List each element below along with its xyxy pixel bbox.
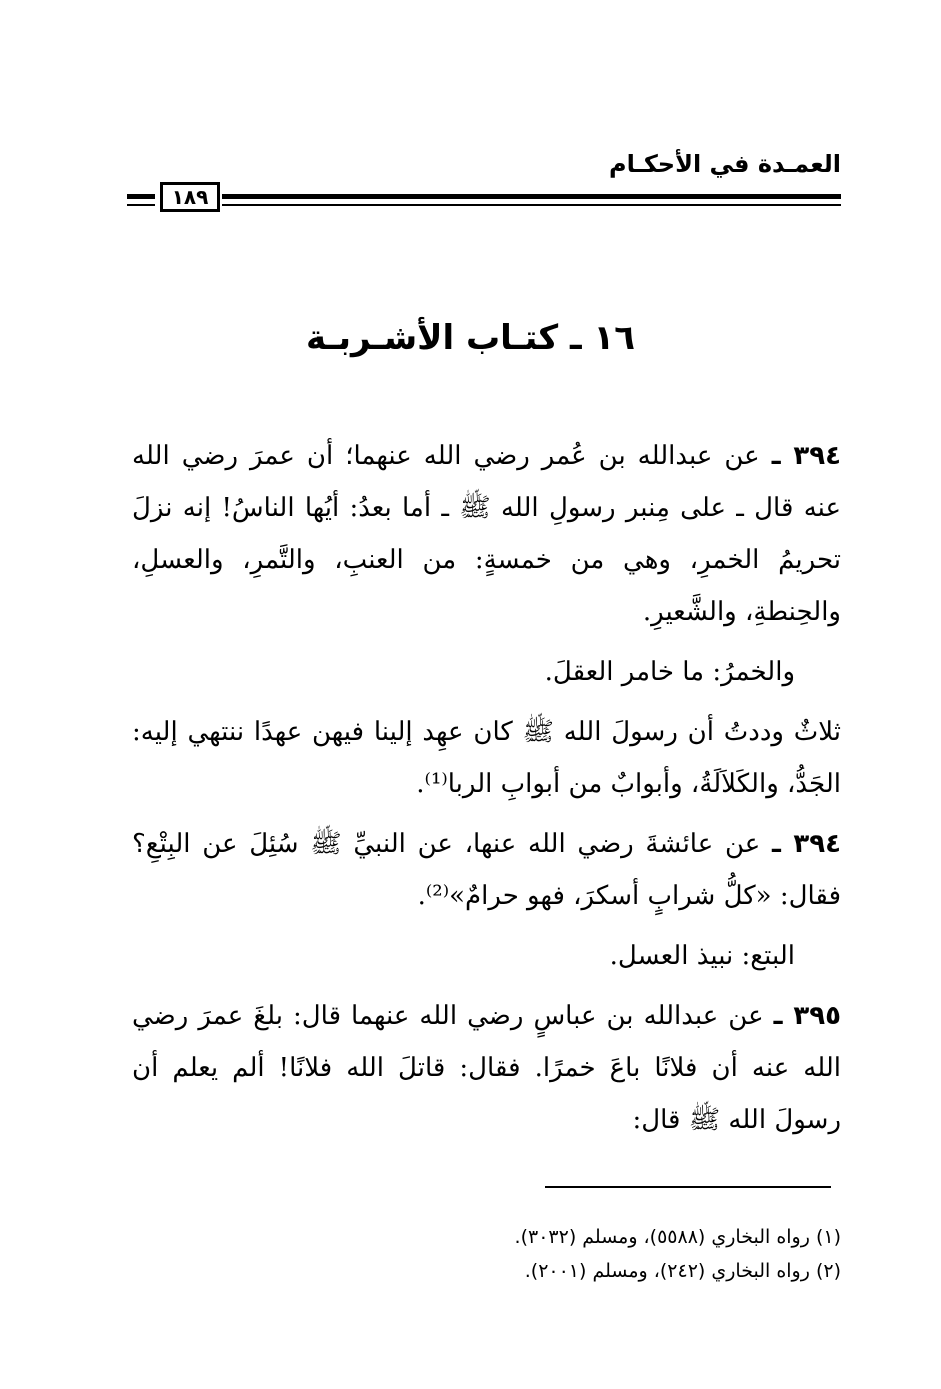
hadith-paragraph	[132, 430, 841, 638]
hadith-paragraph	[132, 706, 841, 810]
footnote: (١) رواه البخاري (٥٥٨٨)، ومسلم (٣٠٣٢).	[514, 1226, 841, 1248]
hadith-paragraph	[132, 990, 841, 1146]
definition-text: والخمرُ: ما خامر العقلَ.	[544, 657, 795, 687]
hadith-text: ثلاثٌ وددتُ أن رسولَ الله ﷺ كان عهِد إلينا فيهن عهدًا ننتهي إليه: الجَدُّ، والكَلاَلَةُ، وأبوابٌ من أبوابِ الربا⁽¹⁾.	[132, 717, 841, 799]
hadith-paragraph	[132, 818, 841, 922]
definition-text: البتع: نبيذ العسل.	[609, 941, 795, 971]
footnotes	[300, 1220, 841, 1288]
chapter-title: ١٦ ـ كتـاب الأشـربـة	[305, 318, 636, 358]
header-rule	[222, 194, 841, 206]
page-number: ١٨٩	[160, 182, 220, 212]
hadith-number: ٣٩٤ ـ	[771, 441, 842, 471]
definition-line	[132, 930, 841, 982]
hadith-number: ٣٩٥ ـ	[773, 1001, 841, 1031]
header-short-rule	[127, 194, 155, 206]
footnote-rule	[545, 1186, 831, 1188]
hadith-number: ٣٩٤ ـ	[771, 829, 841, 859]
body-text	[132, 430, 841, 1154]
hadith-text: عن عبدالله بن عُمر رضي الله عنهما؛ أن عمرَ رضي الله عنه قال ـ على مِنبر رسولِ الله ﷺ ـ أما بعدُ: أيُها الناسُ! إنه نزلَ تحريمُ الخمرِ، وهي من خمسةٍ: من العنبِ، والتَّمرِ، والعسلِ، والحِنطةِ، والشَّعيرِ.	[132, 441, 841, 627]
definition-line	[132, 646, 841, 698]
footnote: (٢) رواه البخاري (٢٤٢)، ومسلم (٢٠٠١).	[524, 1260, 841, 1282]
hadith-text: عن عبدالله بن عباسٍ رضي الله عنهما قال: بلغَ عمرَ رضي الله عنه أن فلانًا باعَ خمرًا. فقال: قاتلَ الله فلانًا! ألم يعلم أن رسولَ الله ﷺ قال:	[132, 1001, 841, 1135]
running-title: العمـدة في الأحكـام	[609, 150, 841, 178]
hadith-text: عن عائشةَ رضي الله عنها، عن النبيِّ ﷺ سُئِلَ عن البِتْعِ؟ فقال: «كلُّ شرابٍ أسكرَ، فهو حرامٌ»⁽²⁾.	[132, 829, 841, 911]
